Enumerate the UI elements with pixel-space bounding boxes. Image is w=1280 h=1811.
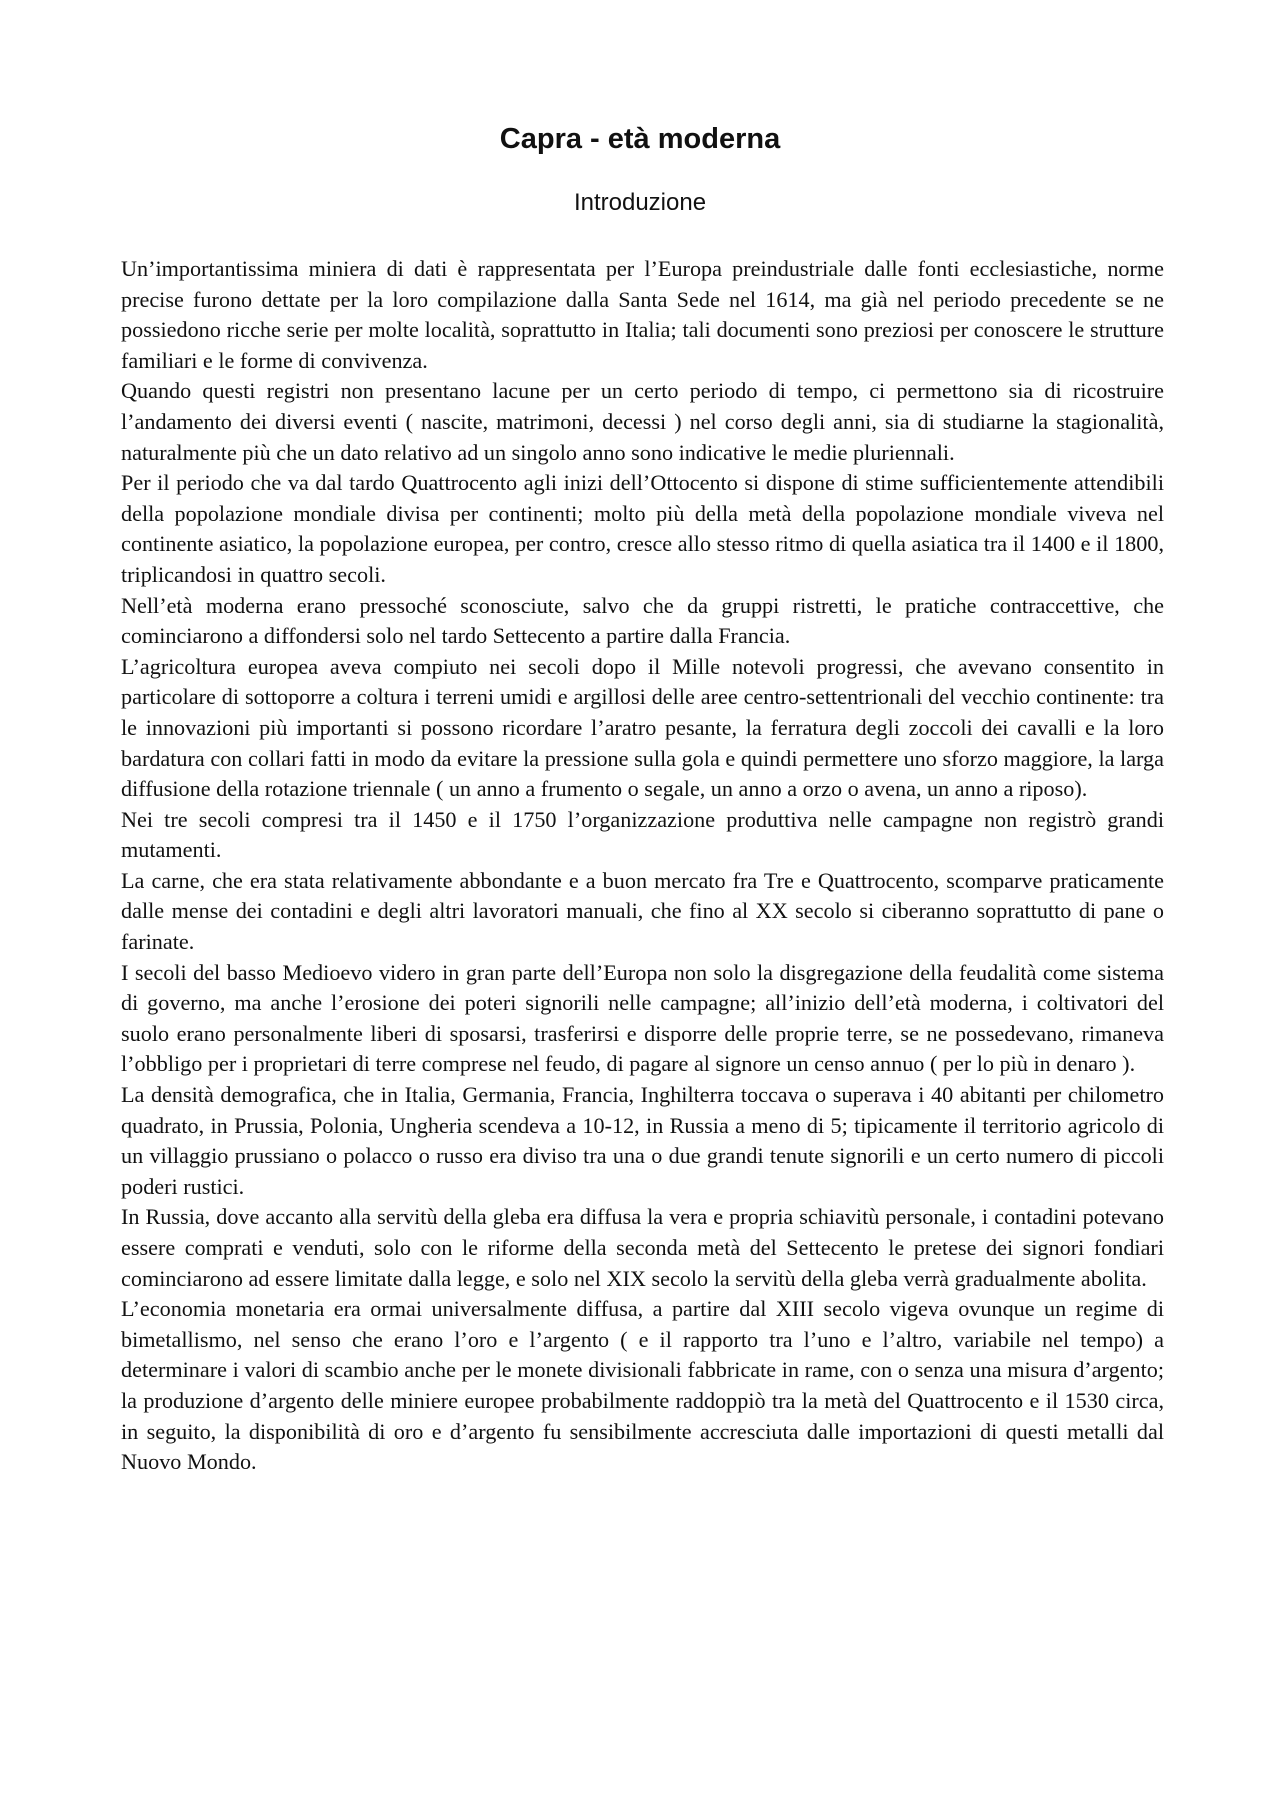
paragraph-9: La densità demografica, che in Italia, Germania, Francia, Inghilterra toccava o superava i 40 abitanti per chilometro quadrato, in Prussia, Polonia, Ungheria scendeva a 10-12, in Russia a meno di 5; tipicamente il territorio agricolo di un villaggio prussiano o polacco o russo era diviso tra una o due grandi tenute signorili e un certo numero di piccoli poderi rustici. bbox=[121, 1082, 1164, 1199]
paragraph-11: L’economia monetaria era ormai universalmente diffusa, a partire dal XIII secolo vigeva ovunque un regime di bimetallismo, nel senso che erano l’oro e l’argento ( e il rapporto tra l’uno e l’altro, variabile nel tempo) a determinare i valori di scambio anche per le monete divisionali fabbricate in rame, con o senza una misura d’argento; la produzione d’argento delle miniere europee probabilmente raddoppiò tra la metà del Quattrocento e il 1530 circa, in seguito, la disponibilità di oro e d’argento fu sensibilmente accresciuta dalle importazioni di questi metalli dal Nuovo Mondo. bbox=[121, 1296, 1164, 1475]
paragraph-4: Nell’età moderna erano pressoché sconosciute, salvo che da gruppi ristretti, le pratiche contraccettive, che cominciarono a diffondersi solo nel tardo Settecento a partire dalla Francia. bbox=[121, 592, 1164, 649]
paragraph-5: L’agricoltura europea aveva compiuto nei secoli dopo il Mille notevoli progressi, che avevano consentito in particolare di sottoporre a coltura i terreni umidi e argillosi delle aree centro-settentrionali del vecchio continente: tra le innovazioni più importanti si possono ricordare l’aratro pesante, la ferratura degli zoccoli dei cavalli e la loro bardatura con collari fatti in modo da evitare la pressione sulla gola e quindi permettere uno sforzo maggiore, la larga diffusione della rotazione triennale ( un anno a frumento o segale, un anno a orzo o avena, un anno a riposo). bbox=[121, 653, 1164, 802]
paragraph-8: I secoli del basso Medioevo videro in gran parte dell’Europa non solo la disgregazione della feudalità come sistema di governo, ma anche l’erosione dei poteri signorili nelle campagne; all’inizio dell’età moderna, i coltivatori del suolo erano personalmente liberi di sposarsi, trasferirsi e disporre delle proprie terre, se ne possedevano, rimaneva l’obbligo per i proprietari di terre comprese nel feudo, di pagare al signore un censo annuo ( per lo più in denaro ). bbox=[121, 959, 1164, 1077]
paragraph-7: La carne, che era stata relativamente abbondante e a buon mercato fra Tre e Quattrocento, scomparve praticamente dalle mense dei contadini e degli altri lavoratori manuali, che fino al XX secolo si ciberanno soprattutto di pane o farinate. bbox=[121, 867, 1164, 955]
page-title: Capra - età moderna bbox=[499, 123, 781, 155]
paragraph-1: Un’importantissima miniera di dati è rappresentata per l’Europa preindustriale dalle fonti ecclesiastiche, norme precise furono dettate per la loro compilazione dalla Santa Sede nel 1614, ma già nel periodo precedente se ne possiedono ricche serie per molte località, soprattutto in Italia; tali documenti sono preziosi per conoscere le strutture familiari e le forme di convivenza. bbox=[121, 256, 1164, 373]
paragraph-10: In Russia, dove accanto alla servitù della gleba era diffusa la vera e propria schiavitù personale, i contadini potevano essere comprati e venduti, solo con le riforme della seconda metà del Settecento le pretese dei signori fondiari cominciarono ad essere limitate dalla legge, e solo nel XIX secolo la servitù della gleba verrà gradualmente abolita. bbox=[121, 1204, 1164, 1291]
paragraph-3: Per il periodo che va dal tardo Quattrocento agli inizi dell’Ottocento si dispone di stime sufficientemente attendibili della popolazione mondiale divisa per continenti; molto più della metà della popolazione mondiale viveva nel continente asiatico, la popolazione europea, per contro, cresce allo stesso ritmo di quella asiatica tra il 1400 e il 1800, triplicandosi in quattro secoli. bbox=[121, 470, 1164, 587]
section-heading: Introduzione bbox=[573, 189, 707, 216]
body-text bbox=[121, 254, 1164, 1478]
paragraph-2: Quando questi registri non presentano lacune per un certo periodo di tempo, ci permettono sia di ricostruire l’andamento dei diversi eventi ( nascite, matrimoni, decessi ) nel corso degli anni, sia di studiarne la stagionalità, naturalmente più che un dato relativo ad un singolo anno sono indicative le medie pluriennali. bbox=[121, 378, 1164, 465]
paragraph-6: Nei tre secoli compresi tra il 1450 e il 1750 l’organizzazione produttiva nelle campagne non registrò grandi mutamenti. bbox=[121, 806, 1164, 863]
